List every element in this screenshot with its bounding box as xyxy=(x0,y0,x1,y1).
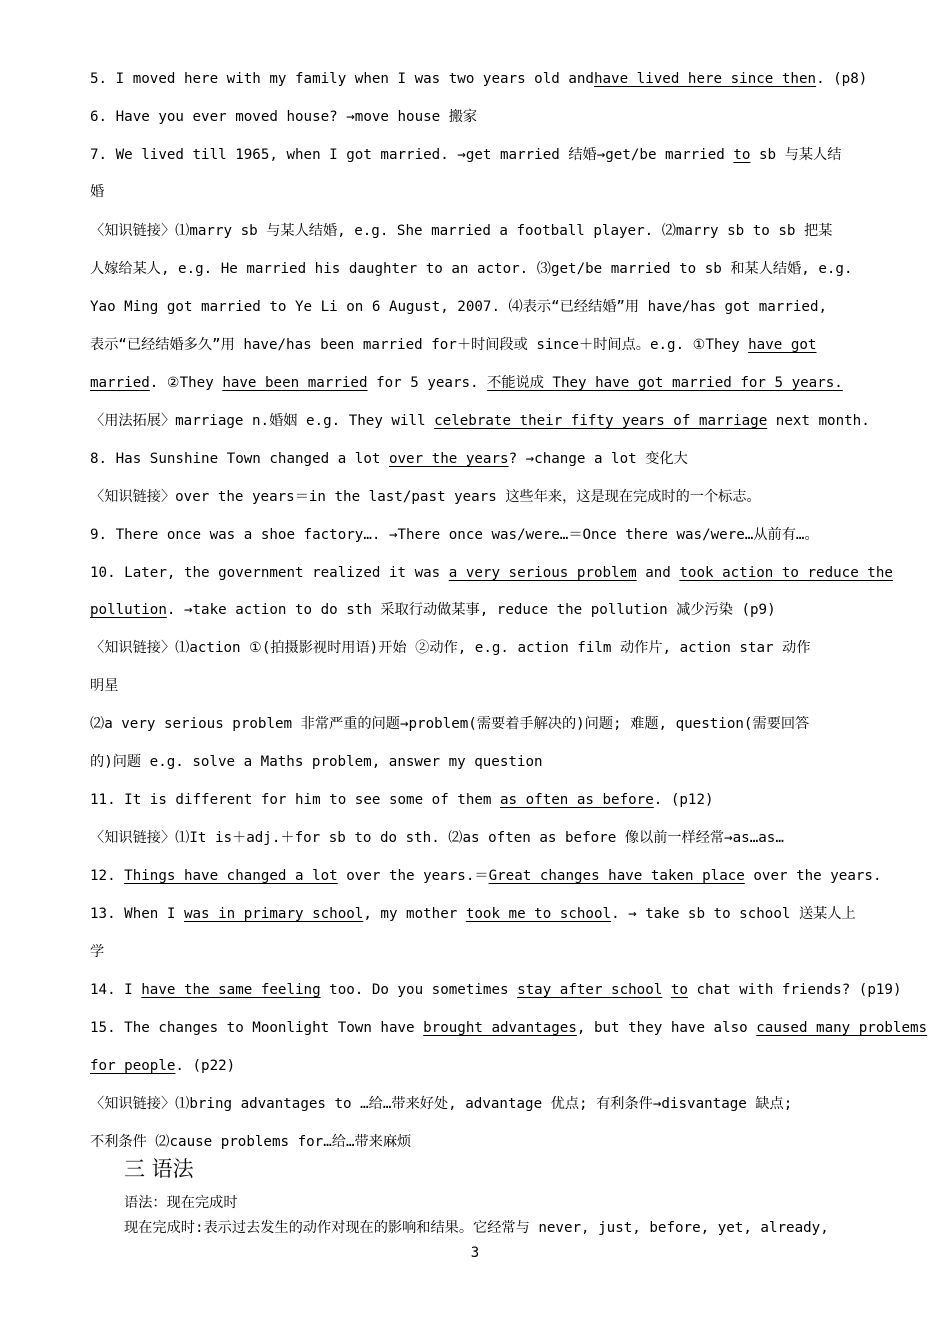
note-action: 〈知识链接〉⑴action ①(拍摄影视时用语)开始 ②动作, e.g. action film 动作片, action star 动作 xyxy=(90,640,811,656)
line-14: 14. I have the same feeling too. Do you sometimes stay after school to chat with friends? (p19) xyxy=(90,982,902,998)
line-12: 12. Things have changed a lot over the years.＝Great changes have taken place over the years. xyxy=(90,868,882,884)
note-problem: ⑵a very serious problem 非常严重的问题→problem(需要着手解决的)问题; 难题, question(需要回答 xyxy=(90,716,810,732)
line-6: 6. Have you ever moved house? →move house 搬家 xyxy=(90,109,478,125)
line-13-cont: 学 xyxy=(90,944,105,960)
note-as-often: 〈知识链接〉⑴It is＋adj.＋for sb to do sth. ⑵as often as before 像以前一样经常→as…as… xyxy=(90,830,784,846)
line-5: 5. I moved here with my family when I was two years old and have lived here since then. (p8) xyxy=(90,71,868,87)
line-7-cont: 婚 xyxy=(90,184,105,200)
grammar-description: 现在完成时:表示过去发生的动作对现在的影响和结果。它经常与 never, just, before, yet, already, xyxy=(124,1220,829,1236)
line-10-cont: pollution. →take action to do sth 采取行动做某事, reduce the pollution 减少污染 (p9) xyxy=(90,602,776,618)
line-9: 9. There once was a shoe factory…. →There once was/were…＝Once there was/were…从前有…。 xyxy=(90,527,819,543)
note-marry-3: Yao Ming got married to Ye Li on 6 August, 2007. ⑷表示“已经结婚”用 have/has got married, xyxy=(90,299,828,315)
note-marry-5: married. ②They have been married for 5 years. 不能说成 They have got married for 5 years. xyxy=(90,375,843,391)
note-marry-4: 表示“已经结婚多久”用 have/has been married for＋时间段或 since＋时间点。e.g. ①They have got xyxy=(90,337,817,353)
line-15: 15. The changes to Moonlight Town have brought advantages, but they have also caused many problems xyxy=(90,1020,928,1036)
grammar-subtitle: 语法：现在完成时 xyxy=(124,1195,238,1211)
note-action-cont: 明星 xyxy=(90,678,119,694)
line-10: 10. Later, the government realized it was a very serious problem and took action to reduce the xyxy=(90,565,893,581)
page-number: 3 xyxy=(470,1245,480,1261)
note-over-years: 〈知识链接〉over the years＝in the last/past years 这些年来，这是现在完成时的一个标志。 xyxy=(90,489,761,505)
section-title: 三 语法 xyxy=(124,1157,194,1181)
line-11: 11. It is different for him to see some of them as often as before. (p12) xyxy=(90,792,714,808)
note-problem-cont: 的)问题 e.g. solve a Maths problem, answer my question xyxy=(90,754,543,770)
line-13: 13. When I was in primary school, my mother took me to school. → take sb to school 送某人上 xyxy=(90,906,856,922)
note-advantages-cont: 不利条件 ⑵cause problems for…给…带来麻烦 xyxy=(90,1134,412,1150)
line-8: 8. Has Sunshine Town changed a lot over the years? →change a lot 变化大 xyxy=(90,451,688,467)
line-7: 7. We lived till 1965, when I got married. →get married 结婚→get/be married to sb 与某人结 xyxy=(90,147,842,163)
line-15-cont: for people. (p22) xyxy=(90,1058,236,1074)
usage-marriage: 〈用法拓展〉marriage n.婚姻 e.g. They will celebrate their fifty years of marriage next month. xyxy=(90,413,870,429)
note-marry-1: 〈知识链接〉⑴marry sb 与某人结婚, e.g. She married a football player. ⑵marry sb to sb 把某 xyxy=(90,223,833,239)
note-advantages: 〈知识链接〉⑴bring advantages to …给…带来好处, advantage 优点; 有利条件→disvantage 缺点; xyxy=(90,1096,793,1112)
note-marry-2: 人嫁给某人, e.g. He married his daughter to an actor. ⑶get/be married to sb 和某人结婚, e.g. xyxy=(90,261,853,277)
